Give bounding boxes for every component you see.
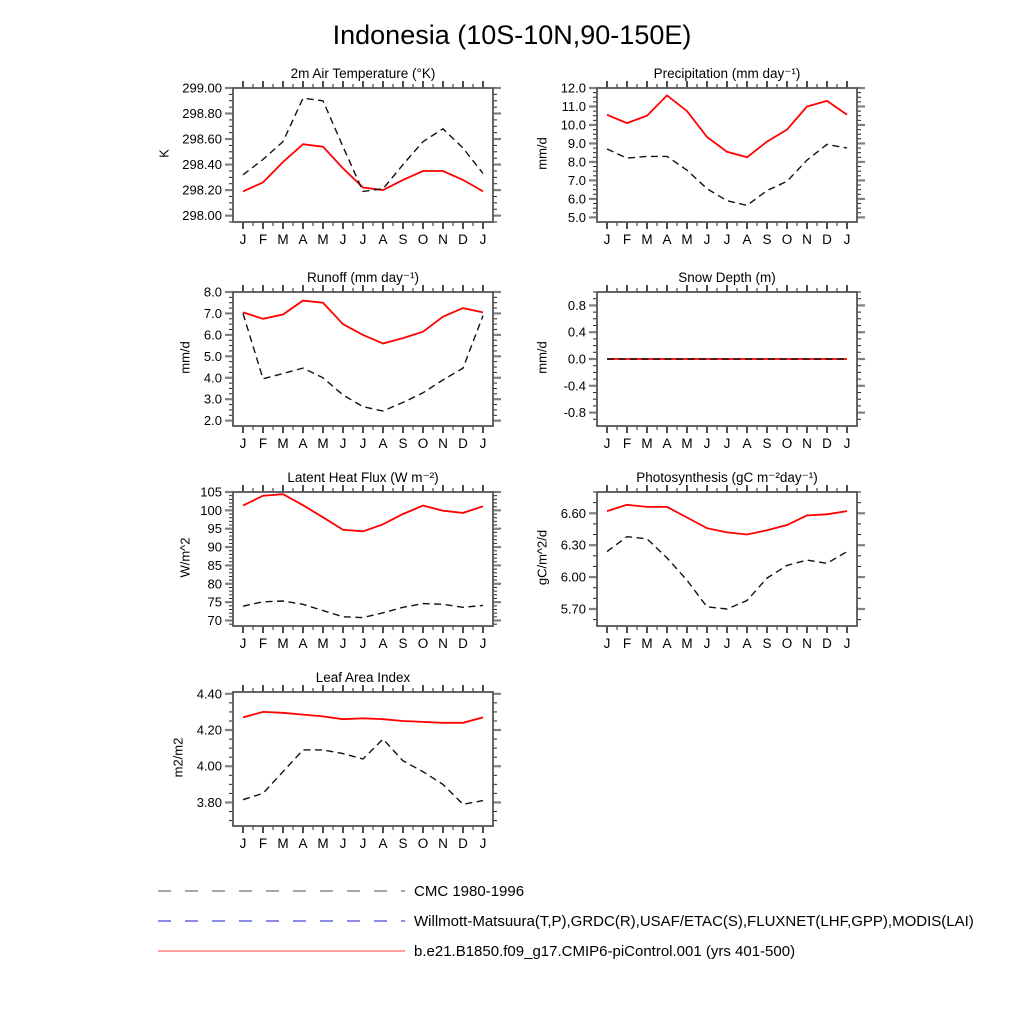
month-label: J xyxy=(239,836,247,851)
month-label: S xyxy=(398,836,408,851)
month-label: S xyxy=(398,636,408,651)
air-temperature-model-line xyxy=(243,144,483,191)
month-label: N xyxy=(802,436,812,451)
legend-label: b.e21.B1850.f09_g17.CMIP6-piControl.001 (yrs 401-500) xyxy=(414,942,796,960)
legend-row-model xyxy=(158,944,795,958)
month-label: S xyxy=(398,232,408,247)
month-label: F xyxy=(258,436,268,451)
month-label: D xyxy=(458,232,468,247)
leaf-area-index-title: Leaf Area Index xyxy=(315,670,411,685)
month-label: J xyxy=(703,232,711,247)
legend-label: CMC 1980-1996 xyxy=(414,882,525,900)
month-label: J xyxy=(479,232,487,247)
month-label: J xyxy=(239,636,247,651)
month-label: M xyxy=(681,636,693,651)
snow-depth-ylabel: mm/d xyxy=(534,341,550,374)
month-label: M xyxy=(641,232,653,247)
ytick-label: 0.0 xyxy=(567,351,586,367)
month-label: S xyxy=(762,232,772,247)
latent-heat-flux-model-line xyxy=(243,494,483,531)
ytick-label: 8.0 xyxy=(203,284,222,300)
month-label: O xyxy=(781,636,793,651)
runoff-obs-line xyxy=(243,313,483,411)
month-label: M xyxy=(681,436,693,451)
month-label: A xyxy=(662,636,672,651)
chart-air-temperature xyxy=(182,81,501,248)
leaf-area-index-obs-line xyxy=(243,739,483,804)
month-label: O xyxy=(781,436,793,451)
month-label: A xyxy=(298,436,308,451)
month-label: N xyxy=(802,636,812,651)
chart-precipitation xyxy=(561,81,865,248)
ytick-label: 4.00 xyxy=(196,758,222,774)
obs2-legend-line xyxy=(158,918,405,924)
runoff-ylabel: mm/d xyxy=(177,341,193,374)
ytick-label: 298.60 xyxy=(182,131,222,147)
month-label: J xyxy=(723,636,731,651)
month-label: D xyxy=(822,636,832,651)
photosynthesis-title: Photosynthesis (gC m⁻²day⁻¹) xyxy=(636,470,818,485)
ytick-label: 5.0 xyxy=(203,348,222,364)
month-label: M xyxy=(317,436,329,451)
ytick-label: 12.0 xyxy=(560,80,586,96)
month-label: D xyxy=(458,636,468,651)
leaf-area-index-model-line xyxy=(243,712,483,723)
leaf-area-index-ylabel: m2/m2 xyxy=(170,737,186,778)
month-label: J xyxy=(339,836,347,851)
month-label: J xyxy=(703,436,711,451)
month-label: J xyxy=(339,232,347,247)
model-legend-line xyxy=(158,948,405,954)
ytick-label: 5.0 xyxy=(567,209,586,225)
ytick-label: 299.00 xyxy=(182,80,222,96)
month-label: A xyxy=(662,232,672,247)
month-label: O xyxy=(417,232,429,247)
ytick-label: 105 xyxy=(200,484,222,500)
month-label: D xyxy=(822,436,832,451)
month-label: A xyxy=(298,636,308,651)
month-label: N xyxy=(438,436,448,451)
month-label: F xyxy=(258,836,268,851)
month-label: A xyxy=(378,836,388,851)
runoff-model-line xyxy=(243,301,483,344)
precipitation-title: Precipitation (mm day⁻¹) xyxy=(653,66,801,81)
month-label: A xyxy=(378,232,388,247)
ytick-label: 298.80 xyxy=(182,106,222,122)
month-label: F xyxy=(622,232,632,247)
month-label: N xyxy=(438,232,448,247)
month-label: S xyxy=(398,436,408,451)
month-label: J xyxy=(603,436,611,451)
ytick-label: -0.8 xyxy=(563,405,586,421)
ytick-label: 90 xyxy=(207,539,222,555)
plot-frame xyxy=(597,492,857,626)
month-label: A xyxy=(298,836,308,851)
ytick-label: 6.0 xyxy=(567,191,586,207)
month-label: J xyxy=(843,232,851,247)
chart-snow-depth xyxy=(564,285,865,451)
month-label: J xyxy=(239,232,247,247)
month-label: J xyxy=(359,836,367,851)
latent-heat-flux-ylabel: W/m^2 xyxy=(177,537,193,578)
ytick-label: 6.0 xyxy=(203,327,222,343)
plot-frame xyxy=(233,88,493,222)
snow-depth-title: Snow Depth (m) xyxy=(678,270,776,285)
month-label: A xyxy=(662,436,672,451)
ytick-label: 7.0 xyxy=(203,305,222,321)
ytick-label: 4.0 xyxy=(203,370,222,386)
month-label: D xyxy=(822,232,832,247)
month-label: M xyxy=(317,636,329,651)
month-label: J xyxy=(703,636,711,651)
ytick-label: 6.30 xyxy=(560,537,586,553)
precipitation-ylabel: mm/d xyxy=(534,137,550,170)
month-label: O xyxy=(417,436,429,451)
runoff-title: Runoff (mm day⁻¹) xyxy=(307,270,419,285)
month-label: S xyxy=(762,436,772,451)
month-label: A xyxy=(742,636,752,651)
photosynthesis-obs-line xyxy=(607,537,847,609)
month-label: M xyxy=(277,232,289,247)
air-temperature-obs-line xyxy=(243,98,483,191)
month-label: O xyxy=(781,232,793,247)
chart-latent-heat-flux xyxy=(200,485,501,652)
ytick-label: 0.8 xyxy=(567,297,586,313)
chart-runoff xyxy=(204,285,501,452)
ytick-label: 2.0 xyxy=(203,413,222,429)
month-label: J xyxy=(723,436,731,451)
month-label: D xyxy=(458,836,468,851)
precipitation-obs-line xyxy=(607,144,847,205)
month-label: S xyxy=(762,636,772,651)
ytick-label: 8.0 xyxy=(567,154,586,170)
latent-heat-flux-title: Latent Heat Flux (W m⁻²) xyxy=(287,470,439,485)
month-label: O xyxy=(417,836,429,851)
ytick-label: 6.60 xyxy=(560,505,586,521)
ytick-label: 3.80 xyxy=(196,794,222,810)
month-label: F xyxy=(622,636,632,651)
ytick-label: 9.0 xyxy=(567,135,586,151)
month-label: F xyxy=(622,436,632,451)
ytick-label: 3.0 xyxy=(203,391,222,407)
plot-frame xyxy=(597,88,857,222)
air-temperature-title: 2m Air Temperature (°K) xyxy=(290,66,436,81)
month-label: M xyxy=(641,636,653,651)
ytick-label: 70 xyxy=(207,612,222,628)
ytick-label: 11.0 xyxy=(561,98,586,114)
ytick-label: 298.20 xyxy=(182,182,222,198)
month-label: F xyxy=(258,636,268,651)
photosynthesis-model-line xyxy=(607,505,847,535)
month-label: J xyxy=(843,436,851,451)
ytick-label: 6.00 xyxy=(560,569,586,585)
month-label: J xyxy=(603,232,611,247)
latent-heat-flux-obs-line xyxy=(243,601,483,618)
legend-label: Willmott-Matsuura(T,P),GRDC(R),USAF/ETAC(S),FLUXNET(LHF,GPP),MODIS(LAI) xyxy=(414,912,974,930)
month-label: A xyxy=(298,232,308,247)
month-label: J xyxy=(339,436,347,451)
obs1-legend-line xyxy=(158,888,405,894)
ytick-label: 4.40 xyxy=(196,686,222,702)
month-label: A xyxy=(378,636,388,651)
month-label: M xyxy=(277,636,289,651)
month-label: M xyxy=(317,836,329,851)
month-label: M xyxy=(277,436,289,451)
ytick-label: 298.40 xyxy=(182,157,222,173)
ytick-label: 4.20 xyxy=(196,722,222,738)
main-title: Indonesia (10S-10N,90-150E) xyxy=(332,20,692,50)
precipitation-model-line xyxy=(607,95,847,157)
month-label: A xyxy=(378,436,388,451)
month-label: J xyxy=(359,232,367,247)
month-label: J xyxy=(603,636,611,651)
month-label: M xyxy=(317,232,329,247)
month-label: J xyxy=(359,636,367,651)
ytick-label: 85 xyxy=(207,557,222,573)
air-temperature-ylabel: K xyxy=(156,149,172,158)
ytick-label: 100 xyxy=(200,502,222,518)
ytick-label: 5.70 xyxy=(560,601,586,617)
month-label: J xyxy=(359,436,367,451)
chart-leaf-area-index xyxy=(197,685,501,851)
month-label: D xyxy=(458,436,468,451)
photosynthesis-ylabel: gC/m^2/d xyxy=(534,529,550,586)
ytick-label: 10.0 xyxy=(560,117,586,133)
chart-photosynthesis xyxy=(561,485,865,651)
ytick-label: 298.00 xyxy=(182,208,222,224)
ytick-label: -0.4 xyxy=(563,378,586,394)
month-label: J xyxy=(843,636,851,651)
ytick-label: 7.0 xyxy=(567,172,586,188)
month-label: N xyxy=(438,636,448,651)
ytick-label: 75 xyxy=(207,594,222,610)
month-label: O xyxy=(417,636,429,651)
ytick-label: 0.4 xyxy=(567,324,586,340)
legend-row-obs2 xyxy=(158,914,974,928)
month-label: J xyxy=(239,436,247,451)
month-label: A xyxy=(742,436,752,451)
month-label: A xyxy=(742,232,752,247)
month-label: M xyxy=(277,836,289,851)
month-label: N xyxy=(438,836,448,851)
month-label: J xyxy=(339,636,347,651)
month-label: M xyxy=(641,436,653,451)
month-label: M xyxy=(681,232,693,247)
month-label: J xyxy=(723,232,731,247)
month-label: F xyxy=(258,232,268,247)
legend-row-obs1 xyxy=(158,884,524,898)
month-label: J xyxy=(479,636,487,651)
month-label: J xyxy=(479,436,487,451)
month-label: N xyxy=(802,232,812,247)
month-label: J xyxy=(479,836,487,851)
ytick-label: 80 xyxy=(207,576,222,592)
ytick-label: 95 xyxy=(207,521,222,537)
